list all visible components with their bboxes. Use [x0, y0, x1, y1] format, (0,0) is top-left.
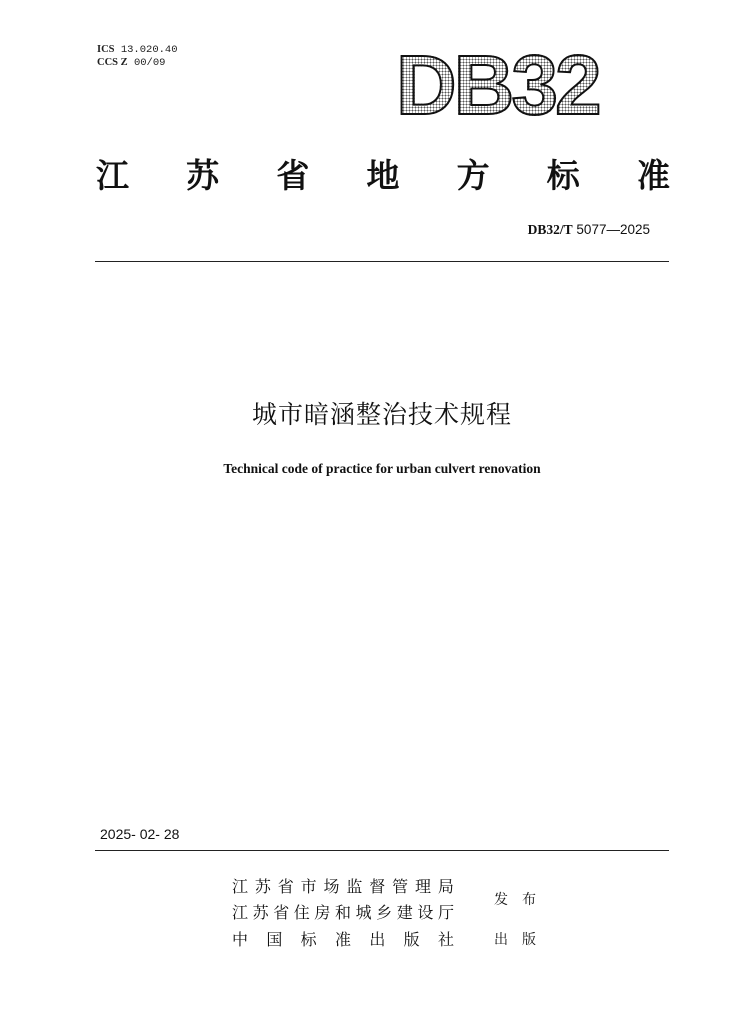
- header-divider: [95, 261, 669, 262]
- issuer-standards-press: [232, 929, 454, 951]
- issuer-char: 乡: [376, 903, 393, 922]
- standard-number: [528, 221, 650, 239]
- issuer-char: 标: [300, 930, 317, 949]
- issuer-char: 准: [334, 930, 351, 949]
- standard-number-prefix: DB32/T: [527, 222, 573, 237]
- document-title-english: Technical code of practice for urban culvert renovation: [223, 461, 541, 476]
- standard-number-value: 5077—2025: [572, 222, 650, 237]
- publish-label: [494, 890, 536, 910]
- issuer-market-regulation: [232, 876, 454, 898]
- standard-type-char: 江: [96, 156, 129, 195]
- publish-char: 发: [494, 892, 508, 908]
- db32-logo: DB32: [396, 38, 599, 132]
- issuer-char: 省: [273, 903, 290, 922]
- issuer-char: 江: [232, 877, 249, 896]
- issuer-char: 设: [417, 903, 434, 922]
- issuer-char: 局: [437, 877, 454, 896]
- ccs-number: 00/09: [127, 57, 166, 69]
- issuer-char: 苏: [252, 903, 269, 922]
- issuer-char: 理: [415, 877, 432, 896]
- issuer-char: 监: [346, 877, 363, 896]
- issuer-char: 和: [334, 903, 351, 922]
- ics-number: 13.020.40: [114, 44, 178, 56]
- standard-type-char: 地: [366, 156, 400, 195]
- issuer-char: 房: [314, 903, 331, 922]
- issuer-char: 厅: [437, 903, 454, 922]
- print-char: 版: [522, 932, 536, 948]
- publish-char: 布: [522, 892, 536, 908]
- issuer-char: 督: [369, 877, 386, 896]
- document-title-chinese: 城市暗涵整治技术规程: [251, 400, 512, 429]
- issuer-char: 省: [277, 877, 294, 896]
- issuer-char: 场: [323, 877, 340, 896]
- issuer-char: 住: [293, 903, 310, 922]
- issuer-char: 管: [392, 877, 409, 896]
- issuer-char: 出: [369, 930, 386, 949]
- ccs-code: [97, 57, 165, 69]
- standard-type-char: 准: [636, 156, 670, 195]
- issuer-char: 城: [355, 903, 372, 922]
- standard-type-heading: [96, 154, 670, 198]
- standard-type-char: 标: [546, 156, 580, 195]
- issuer-char: 建: [396, 903, 413, 922]
- issuer-char: 国: [266, 930, 283, 949]
- print-label: [494, 930, 536, 950]
- issuer-char: 苏: [254, 877, 271, 896]
- issuer-char: 社: [437, 930, 454, 949]
- print-char: 出: [494, 932, 508, 948]
- ics-code: [97, 44, 178, 56]
- standard-type-char: 方: [456, 156, 490, 195]
- publish-date: 2025- 02- 28: [100, 826, 180, 842]
- footer-divider: [95, 850, 669, 851]
- issuer-char: 版: [403, 930, 420, 949]
- issuer-char: 江: [232, 903, 249, 922]
- issuer-char: 中: [232, 930, 249, 949]
- issuer-housing-construction: [232, 902, 454, 924]
- standard-type-char: 省: [276, 156, 310, 195]
- standard-type-char: 苏: [186, 156, 220, 195]
- issuer-char: 市: [300, 877, 317, 896]
- ccs-label: CCS Z: [97, 57, 128, 68]
- ics-label: ICS: [97, 44, 115, 55]
